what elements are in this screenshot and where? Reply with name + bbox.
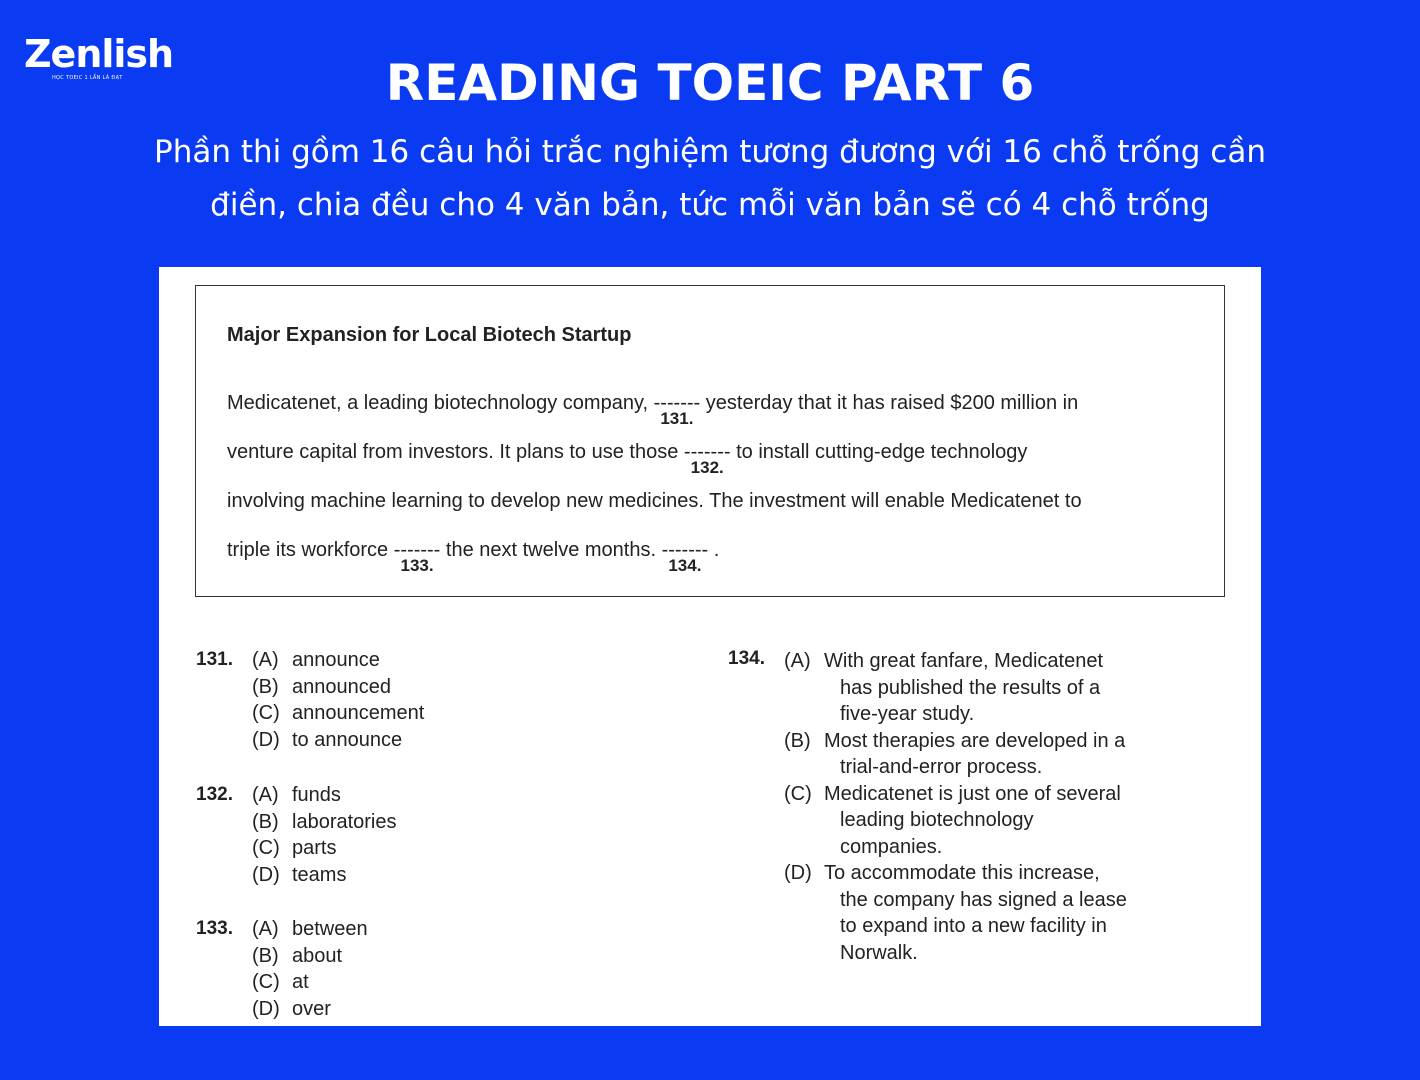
blank-131 [653,392,701,428]
option-text: over [292,997,331,1020]
option-letter: (C) [252,837,280,859]
subtitle-line-1: Phần thi gồm 16 câu hỏi trắc nghiệm tương đương với 16 chỗ trống cần [154,134,1266,170]
option-text-line: With great fanfare, Medicatenet [824,650,1104,672]
option-letter: (D) [252,997,280,1020]
option-letter: (C) [252,702,280,724]
blank-132 [683,441,731,477]
option-letter: (C) [252,971,280,993]
passage-text: the next twelve months. [445,539,657,561]
option-text-line: companies. [840,835,943,858]
passage-line-1 [227,392,1079,428]
option-text-line: five-year study. [840,703,975,725]
blank-marker: ------- [653,392,701,414]
option-letter: (C) [784,782,812,805]
passage-text: to install cutting-edge technology [736,441,1028,463]
option-letter: (B) [784,729,811,752]
passage-text: Medicatenet, a leading biotechnology company, [227,392,649,414]
option-text: funds [292,784,341,806]
option-text-line: trial-and-error process. [840,756,1043,778]
option-text: at [292,971,309,993]
question-133 [196,918,616,1026]
blank-134 [661,539,709,575]
option-b[interactable] [252,811,397,834]
option-d[interactable] [252,998,331,1021]
option-a[interactable] [784,648,1103,728]
option-text: about [292,944,343,967]
question-131 [196,649,616,759]
option-letter: (B) [252,944,279,967]
blank-133 [393,539,441,575]
question-132 [196,784,616,894]
option-c[interactable] [252,837,336,860]
option-text-line: Medicatenet is just one of several [824,782,1121,805]
option-text: announcement [292,702,425,724]
passage-text: . [713,539,720,561]
option-letter: (D) [784,862,812,884]
option-d[interactable] [784,860,1127,966]
blank-marker: ------- [661,539,709,561]
option-b[interactable] [252,676,391,699]
blank-number: 133. [400,556,434,575]
option-letter: (A) [252,784,279,806]
option-text-line: leading biotechnology [840,809,1034,831]
logo-wordmark: Zenlish [24,32,174,76]
option-letter: (A) [252,649,279,671]
option-text: announced [292,675,391,698]
passage-line-2 [227,441,1028,477]
option-letter: (A) [784,650,811,672]
option-letter: (B) [252,810,279,833]
option-b[interactable] [252,945,342,968]
option-a[interactable] [252,649,380,672]
passage-line-4 [227,539,720,575]
blank-marker: ------- [393,539,441,561]
option-c[interactable] [252,702,424,725]
passage-line-3: involving machine learning to develop new medicines. The investment will enable Medicatenet to [227,490,1082,512]
option-text-line: Norwalk. [840,941,918,964]
option-c[interactable] [784,781,1121,861]
passage-text: triple its workforce [227,539,389,561]
option-text: teams [292,863,347,886]
blank-number: 131. [660,409,694,428]
question-134 [728,648,1228,978]
blank-marker: ------- [683,441,731,463]
passage-heading: Major Expansion for Local Biotech Startup [227,324,632,346]
option-text: parts [292,837,337,859]
option-letter: (D) [252,863,280,886]
option-text: laboratories [292,810,397,833]
question-number: 131. [196,649,233,670]
option-text-line: has published the results of a [840,676,1101,699]
option-a[interactable] [252,784,341,807]
option-text: to announce [292,728,403,751]
option-text-line: Most therapies are developed in a [824,729,1126,752]
subtitle-line-2: điền, chia đều cho 4 văn bản, tức mỗi văn bản sẽ có 4 chỗ trống [210,187,1210,223]
option-d[interactable] [252,864,346,887]
passage-text: yesterday that it has raised $200 million in [705,392,1079,414]
blank-number: 134. [668,556,702,575]
question-number: 134. [728,648,765,669]
option-text-line: To accommodate this increase, [824,862,1100,884]
option-b[interactable] [784,728,1125,781]
passage-text: venture capital from investors. It plans to use those [227,441,679,463]
logo-tagline: HỌC TOEIC 1 LẦN LÀ ĐẠT [52,75,123,81]
option-text-line: to expand into a new facility in [840,915,1107,937]
test-sheet [159,267,1261,1026]
option-a[interactable] [252,918,368,941]
option-text: announce [292,649,380,671]
page-title: READING TOEIC PART 6 [385,54,1035,112]
passage-box [195,285,1225,597]
option-text-line: the company has signed a lease [840,888,1127,911]
option-letter: (A) [252,918,279,940]
option-text: between [292,918,368,940]
question-number: 132. [196,784,233,805]
option-letter: (D) [252,728,280,751]
blank-number: 132. [690,458,724,477]
option-d[interactable] [252,729,402,752]
option-letter: (B) [252,675,279,698]
question-number: 133. [196,918,233,939]
page-subtitle [60,126,1360,232]
option-c[interactable] [252,971,309,994]
